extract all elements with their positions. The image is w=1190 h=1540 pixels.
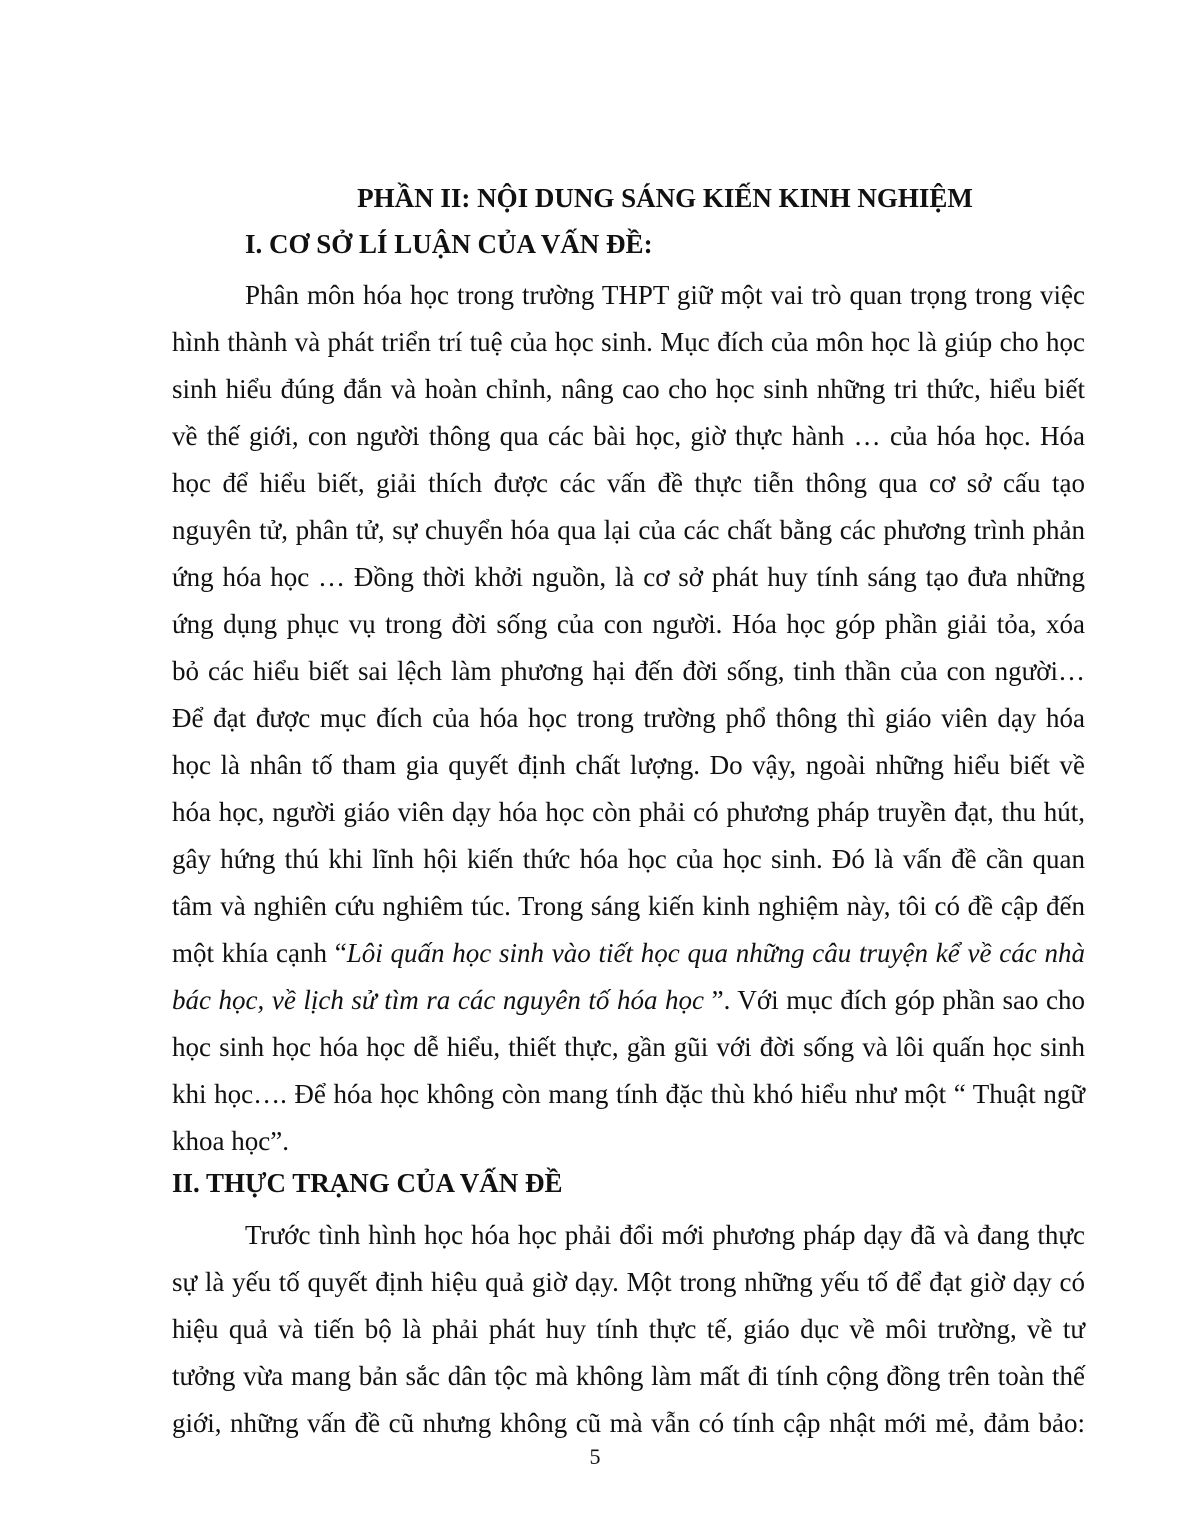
paragraph-line: học sinh học hóa học dễ hiểu, thiết thực, gần gũi với đời sống và lôi quấn học sinh: [172, 1032, 1085, 1062]
paragraph-line: về thế giới, con người thông qua các bài học, giờ thực hành … của hóa học. Hóa: [172, 421, 1085, 451]
paragraph-line: sinh hiểu đúng đắn và hoàn chỉnh, nâng cao cho học sinh những tri thức, hiểu biết: [172, 374, 1085, 404]
page-number: 5: [589, 1444, 601, 1469]
paragraph-line: Phân môn hóa học trong trường THPT giữ một vai trò quan trọng trong việc: [245, 280, 1085, 310]
section-heading-2: II. THỰC TRẠNG CỦA VẤN ĐỀ: [172, 1168, 563, 1198]
paragraph-line: hiệu quả và tiến bộ là phải phát huy tính thực tế, giáo dục về môi trường, về tư: [172, 1314, 1085, 1344]
paragraph-line: [172, 977, 1085, 1024]
paragraph-line: hình thành và phát triển trí tuệ của học sinh. Mục đích của môn học là giúp cho học: [172, 327, 1085, 357]
section-heading-1: I. CƠ SỞ LÍ LUẬN CỦA VẤN ĐỀ:: [245, 229, 653, 259]
paragraph-line: hóa học, người giáo viên dạy hóa học còn phải có phương pháp truyền đạt, thu hút,: [172, 797, 1085, 827]
paragraph-line: gây hứng thú khi lĩnh hội kiến thức hóa học của học sinh. Đó là vấn đề cần quan: [172, 844, 1085, 874]
paragraph-line: tưởng vừa mang bản sắc dân tộc mà không làm mất đi tính cộng đồng trên toàn thế: [172, 1361, 1085, 1391]
paragraph-line: giới, những vấn đề cũ nhưng không cũ mà vẫn có tính cập nhật mới mẻ, đảm bảo:: [172, 1408, 1085, 1438]
paragraph-line: học để hiểu biết, giải thích được các vấn đề thực tiễn thông qua cơ sở cấu tạo: [172, 468, 1085, 498]
paragraph-line: sự là yếu tố quyết định hiệu quả giờ dạy. Một trong những yếu tố để đạt giờ dạy có: [172, 1267, 1085, 1297]
section2-paragraph: [172, 1212, 1085, 1447]
paragraph-line: học là nhân tố tham gia quyết định chất lượng. Do vậy, ngoài những hiểu biết về: [172, 750, 1085, 780]
paragraph-line: nguyên tử, phân tử, sự chuyển hóa qua lại của các chất bằng các phương trình phản: [172, 515, 1085, 545]
paragraph-line: [172, 930, 1085, 977]
paragraph-line: ứng dụng phục vụ trong đời sống của con người. Hóa học góp phần giải tỏa, xóa: [172, 609, 1085, 639]
line-suffix: ”. Với mục đích góp phần sao cho: [704, 985, 1085, 1015]
paragraph-line: tâm và nghiên cứu nghiêm túc. Trong sáng kiến kinh nghiệm này, tôi có đề cập đến: [172, 891, 1085, 921]
section1-paragraph: [172, 272, 1085, 1165]
paragraph-line: bỏ các hiểu biết sai lệch làm phương hại đến đời sống, tinh thần của con người…: [172, 656, 1085, 686]
paragraph-line: Để đạt được mục đích của hóa học trong trường phổ thông thì giáo viên dạy hóa: [172, 703, 1085, 733]
paragraph-line: Trước tình hình học hóa học phải đổi mới phương pháp dạy đã và đang thực: [245, 1220, 1085, 1250]
italic-quote: Lôi quấn học sinh vào tiết học qua những câu truyện kể về các nhà: [346, 938, 1085, 968]
paragraph-line: khoa học”.: [172, 1126, 289, 1156]
paragraph-line: khi học…. Để hóa học không còn mang tính đặc thù khó hiểu như một “ Thuật ngữ: [172, 1079, 1085, 1109]
line-prefix: một khía cạnh “: [172, 938, 347, 968]
paragraph-line: ứng hóa học … Đồng thời khởi nguồn, là cơ sở phát huy tính sáng tạo đưa những: [172, 562, 1085, 592]
italic-quote: bác học, về lịch sử tìm ra các nguyên tố hóa học: [172, 985, 705, 1015]
part-title: PHẦN II: NỘI DUNG SÁNG KIẾN KINH NGHIỆM: [357, 183, 973, 213]
